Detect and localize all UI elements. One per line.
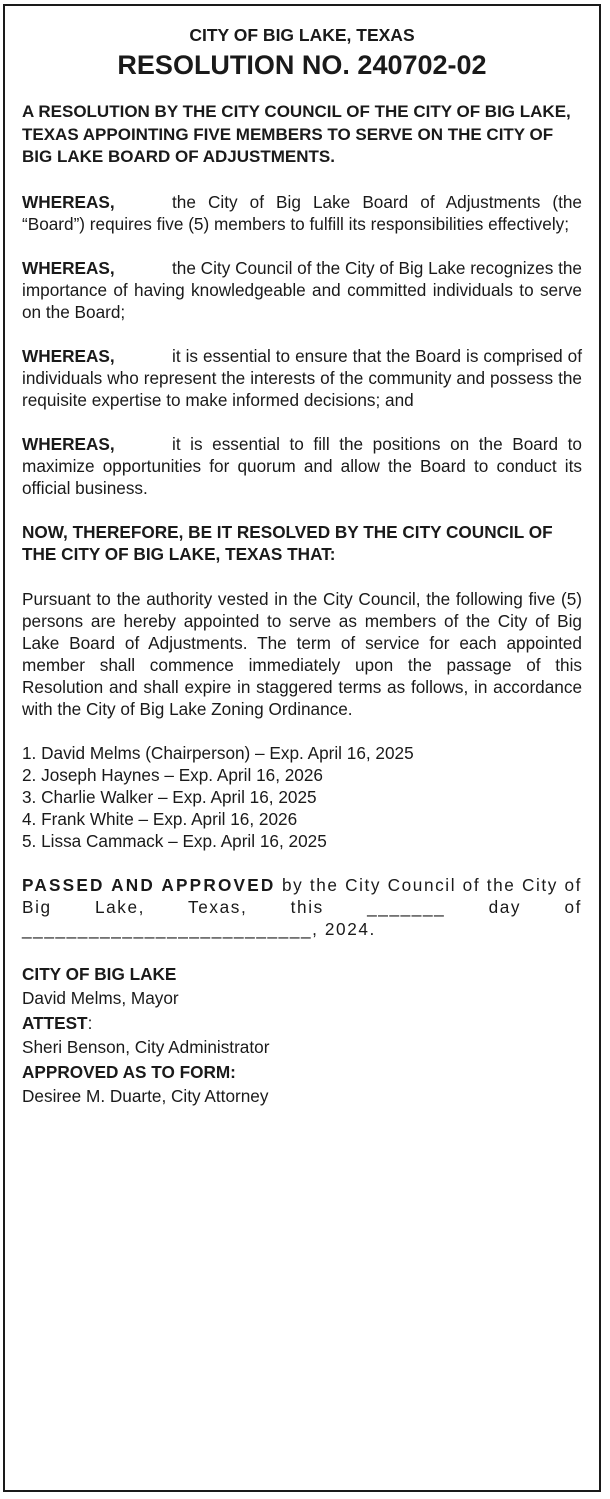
passed-and-approved xyxy=(22,874,582,940)
whereas-clause-1 xyxy=(22,191,582,235)
attest-colon: : xyxy=(87,1012,93,1033)
signature-block xyxy=(22,962,582,1109)
whereas-lead: WHEREAS, xyxy=(22,191,115,212)
attest-line xyxy=(22,1011,582,1036)
whereas-lead: WHEREAS, xyxy=(22,257,115,278)
notice-border xyxy=(3,4,601,1492)
whereas-text: it is essential to fill the positions on the Board to maximize opportunities for quorum and allow the Board to conduct its official business. xyxy=(22,433,582,498)
city-heading: CITY OF BIG LAKE xyxy=(22,963,177,984)
city-title: CITY OF BIG LAKE, TEXAS xyxy=(189,25,415,45)
whereas-text: it is essential to ensure that the Board is comprised of individuals who represent the interests of the community and possess the requisite expertise to make informed decisions; and xyxy=(22,345,582,410)
resolution-document xyxy=(22,23,582,1109)
now-therefore-clause: NOW, THEREFORE, BE IT RESOLVED BY THE CITY COUNCIL OF THE CITY OF BIG LAKE, TEXAS THAT: xyxy=(22,521,553,564)
appointee-list xyxy=(22,742,582,852)
list-item: 1. David Melms (Chairperson) – Exp. April 16, 2025 xyxy=(22,742,414,763)
passed-text: by the City Council of the City of Big Lake, Texas, this _______ day of __________________________, 2024. xyxy=(22,874,582,939)
approved-heading: APPROVED AS TO FORM: xyxy=(22,1061,236,1082)
whereas-lead: WHEREAS, xyxy=(22,345,115,366)
whereas-clause-4 xyxy=(22,433,582,499)
mayor-name: David Melms, Mayor xyxy=(22,988,179,1008)
list-item: 4. Frank White – Exp. April 16, 2026 xyxy=(22,808,298,829)
attorney-name: Desiree M. Duarte, City Attorney xyxy=(22,1086,269,1106)
attest-heading: ATTEST xyxy=(22,1012,88,1033)
passed-lead: PASSED AND APPROVED xyxy=(22,874,276,895)
list-item: 5. Lissa Cammack – Exp. April 16, 2025 xyxy=(22,830,327,851)
whereas-lead: WHEREAS, xyxy=(22,433,115,454)
whereas-text: the City Council of the City of Big Lake recognizes the importance of having knowledgeable and committed individuals to serve on the Board; xyxy=(22,257,582,322)
resolution-heading: A RESOLUTION BY THE CITY COUNCIL OF THE CITY OF BIG LAKE, TEXAS APPOINTING FIVE MEMBERS TO SERVE ON THE CITY OF BIG LAKE BOARD OF ADJUSTMENTS. xyxy=(22,102,571,166)
list-item: 2. Joseph Haynes – Exp. April 16, 2026 xyxy=(22,764,323,785)
resolution-number: RESOLUTION NO. 240702-02 xyxy=(117,50,487,80)
whereas-clause-3 xyxy=(22,345,582,411)
administrator-name: Sheri Benson, City Administrator xyxy=(22,1037,270,1057)
appointment-paragraph: Pursuant to the authority vested in the City Council, the following five (5) persons are hereby appointed to serve as members of the City of Big Lake Board of Adjustments. The term of service for each appointed member shall commence immediately upon the passage of this Resolution and shall expire in staggered terms as follows, in accordance with the City of Big Lake Zoning Ordinance. xyxy=(22,588,582,719)
whereas-clause-2 xyxy=(22,257,582,323)
list-item: 3. Charlie Walker – Exp. April 16, 2025 xyxy=(22,786,317,807)
whereas-text: the City of Big Lake Board of Adjustments (the “Board”) requires five (5) members to fulfill its responsibilities effectively; xyxy=(22,191,582,234)
